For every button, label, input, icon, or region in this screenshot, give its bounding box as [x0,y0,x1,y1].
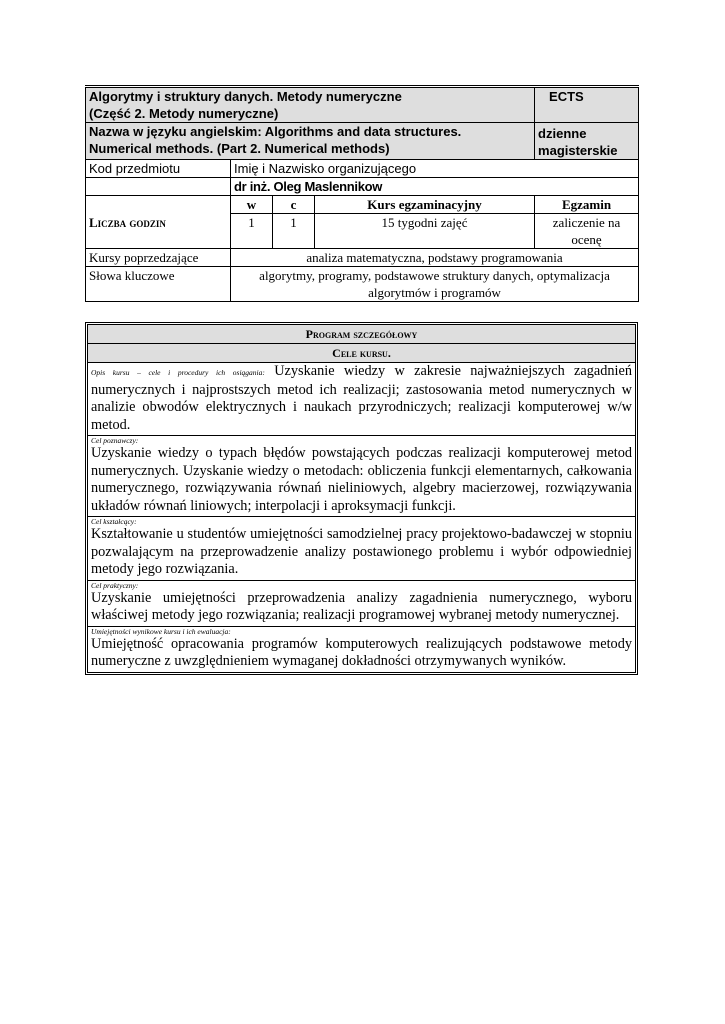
program-table [85,322,638,675]
practical-goal-section [88,581,635,627]
val-w: 1 [231,214,273,249]
course-info-table [85,85,638,302]
keywords-row [86,267,639,302]
section-label: Cel poznawczy: [91,436,139,445]
organizer-name: dr inż. Oleg Maslennikow [231,178,639,196]
code-row [86,160,639,178]
val-exam: zaliczenie na ocenę [535,214,639,249]
course-description [91,363,632,434]
study-mode: dzienne magisterskie [535,123,639,160]
keywords-value: algorytmy, programy, podstawowe struktury danych, optymalizacja algorytmów i programów [231,267,639,302]
organizer-label: Imię i Nazwisko organizującego [231,160,639,178]
col-c: c [273,196,315,214]
title-row [86,87,639,123]
section-text: Kształtowanie u studentów umiejętności samodzielnej pracy projektowo-badawczej w stopniu pozwalającym na przeprowadzenie analizy postawionego problemu i wybór odpowiedniej metody jego rozwiązania. [91,526,632,577]
english-name [86,123,535,160]
goals-title: Cele kursu. [88,344,635,363]
val-course: 15 tygodni zajęć [315,214,535,249]
col-w: w [231,196,273,214]
hours-label: Liczba godzin [86,196,231,249]
cognitive-goal-section [88,436,635,517]
program-title: Program szczegółowy [88,325,635,344]
col-exam: Egzamin [535,196,639,214]
outcomes-section [88,627,635,672]
col-course: Kurs egzaminacyjny [315,196,535,214]
course-title-line1: Algorytmy i struktury danych. Metody numeryczne [89,89,402,104]
course-title [86,87,535,123]
val-c: 1 [273,214,315,249]
section-label: Cel kształcący: [91,517,137,526]
prereq-label: Kursy poprzedzające [86,249,231,267]
hours-header-row [86,196,639,214]
section-text: Uzyskanie wiedzy o typach błędów powstających podczas realizacji komputerowej metod numerycznych. Uzyskanie wiedzy o metodach: obliczenia funkcji elementarnych, całkowania numerycznego, rozwiązywania równań nieliniowych, algebry macierzowej, rozwiązywania układów równań liniowych; interpolacji i aproksymacji funkcji. [91,445,632,514]
english-name-line2: Numerical methods. (Part 2. Numerical methods) [89,141,390,156]
prereq-value: analiza matematyczna, podstawy programowania [231,249,639,267]
ects-label: ECTS [535,87,639,123]
empty-cell [86,178,231,196]
section-text: Umiejętność opracowania programów komputerowych realizujących podstawowe metody numeryczne z uwzględnieniem wymaganej dokładności otrzymywanych wyników. [91,635,632,669]
section-label: Umiejętności wynikowe kursu i ich ewaluacja: [91,626,231,636]
course-title-line2: (Część 2. Metody numeryczne) [89,106,279,121]
educational-goal-section [88,517,635,581]
organizer-row [86,178,639,196]
section-text: Uzyskanie umiejętności przeprowadzenia analizy zagadnienia numerycznego, wyboru właściwej metody jego rozwiązania; realizacji programowej wybranej metody numerycznej. [91,589,632,623]
section-label: Cel praktyczny: [91,580,139,590]
english-name-line1: Nazwa w języku angielskim: Algorithms and data structures. [89,124,462,139]
english-name-row [86,123,639,160]
section-text: Uzyskanie wiedzy w zakresie najważniejszych zagadnień numerycznych i najprostszych metod ich realizacji; zastosowania metod numerycznych w analizie obwodów elektrycznych i naukach przyrodniczych; realizacji komputerowej w/w metod. [91,363,633,433]
prereq-row [86,249,639,267]
keywords-label: Słowa kluczowe [86,267,231,302]
code-label: Kod przedmiotu [86,160,231,178]
section-label: Opis kursu – cele i procedury ich osiągania: [91,368,265,377]
course-description-section [88,363,635,436]
